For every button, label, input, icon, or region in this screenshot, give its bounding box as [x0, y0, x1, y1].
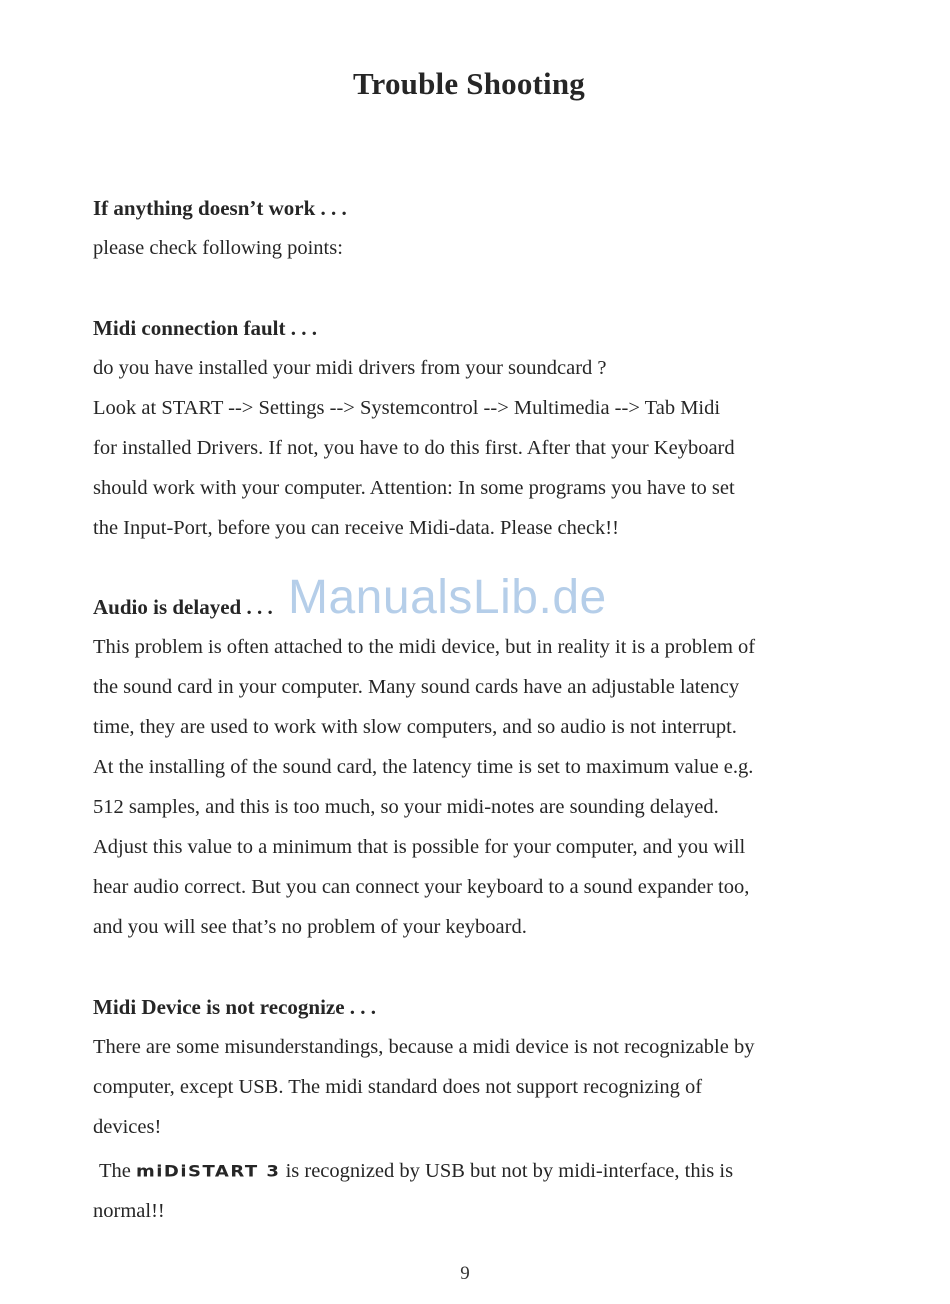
- section-heading: Midi connection fault . . .: [93, 316, 317, 340]
- paragraph-line: At the installing of the sound card, the latency time is set to maximum value e.g.: [93, 756, 754, 778]
- paragraph-line: This problem is often attached to the midi device, but in reality it is a problem of: [93, 636, 756, 658]
- paragraph-line: hear audio correct. But you can connect your keyboard to a sound expander too,: [93, 876, 750, 898]
- paragraph-line: 512 samples, and this is too much, so your midi-notes are sounding delayed.: [93, 796, 719, 818]
- page-title: Trouble Shooting: [352, 66, 586, 101]
- logo-line-prefix: The: [99, 1160, 131, 1182]
- page-number: 9: [460, 1263, 470, 1284]
- paragraph-line-with-logo: [93, 1151, 853, 1191]
- logo-line-suffix: is recognized by USB but not by midi-interface, this is: [285, 1160, 734, 1182]
- paragraph-line: computer, except USB. The midi standard does not support recognizing of: [93, 1076, 703, 1098]
- paragraph-line: Look at START --> Settings --> Systemcontrol --> Multimedia --> Tab Midi: [93, 397, 721, 419]
- section-midi-connection: [93, 308, 853, 548]
- paragraph-line: the Input-Port, before you can receive Midi-data. Please check!!: [93, 517, 619, 539]
- paragraph-line: should work with your computer. Attention: In some programs you have to set: [93, 477, 735, 499]
- paragraph-line: please check following points:: [93, 237, 343, 259]
- watermark-text: ManualsLib.de: [288, 571, 607, 624]
- paragraph-line: for installed Drivers. If not, you have to do this first. After that your Keyboard: [93, 437, 735, 459]
- midistart-logo: miDiSTART 3: [136, 1162, 281, 1181]
- section-audio-delayed: [93, 587, 853, 947]
- paragraph-line: and you will see that’s no problem of your keyboard.: [93, 916, 527, 938]
- paragraph-line: the sound card in your computer. Many sound cards have an adjustable latency: [93, 676, 740, 698]
- section-heading: If anything doesn’t work . . .: [93, 196, 347, 220]
- section-heading: Midi Device is not recognize . . .: [93, 995, 377, 1019]
- paragraph-line: devices!: [93, 1116, 162, 1138]
- paragraph-line: time, they are used to work with slow computers, and so audio is not interrupt.: [93, 716, 737, 738]
- paragraph-line: do you have installed your midi drivers from your soundcard ?: [93, 357, 607, 379]
- section-heading: Audio is delayed . . .: [93, 595, 273, 619]
- paragraph-line: Adjust this value to a minimum that is possible for your computer, and you will: [93, 836, 746, 858]
- section-if-anything: [93, 188, 853, 268]
- section-midi-device: [93, 987, 853, 1231]
- paragraph-line: normal!!: [93, 1200, 165, 1222]
- paragraph-line: There are some misunderstandings, because a midi device is not recognizable by: [93, 1036, 755, 1058]
